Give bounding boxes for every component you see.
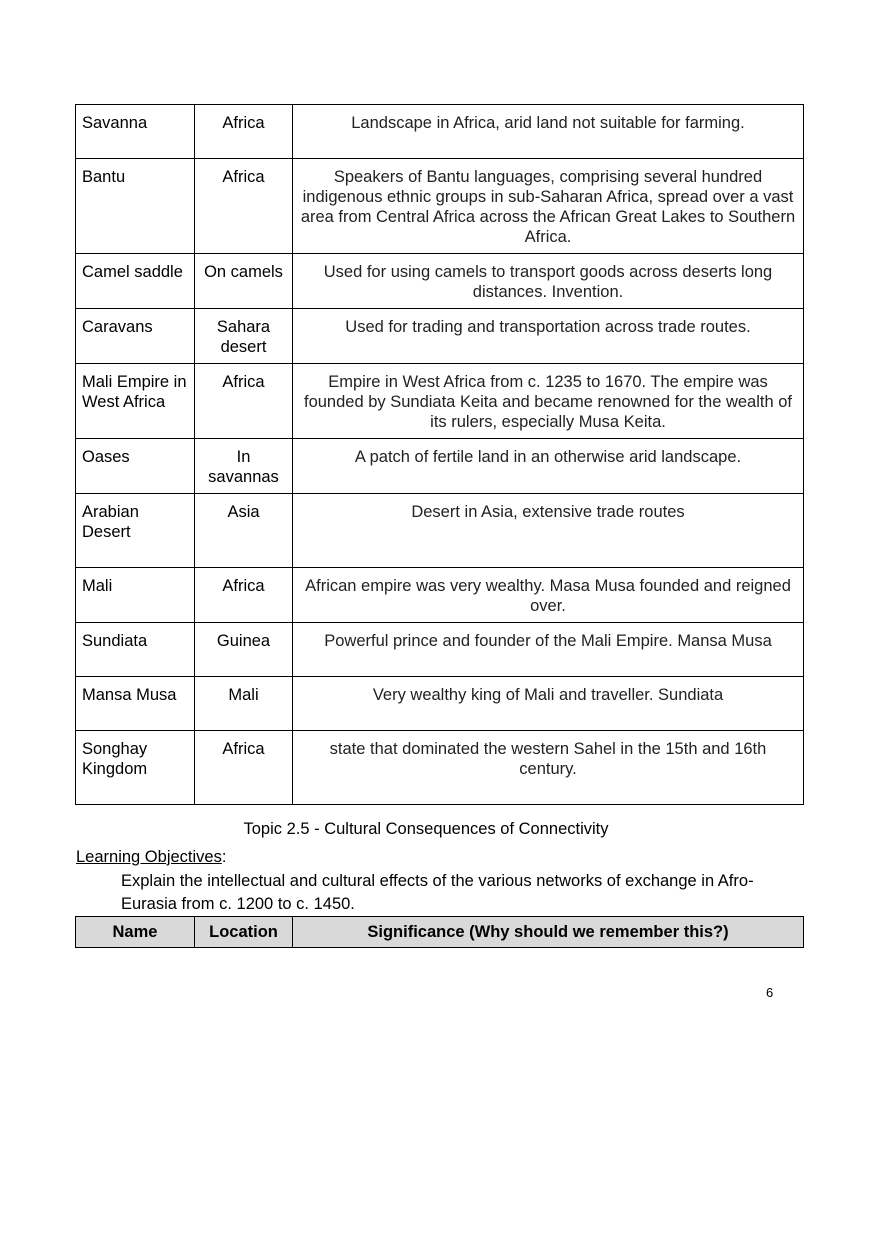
term-name: Mansa Musa (76, 677, 195, 731)
term-significance: Desert in Asia, extensive trade routes (293, 494, 804, 568)
term-location: Africa (195, 364, 293, 439)
table-row (76, 439, 804, 494)
table-row (76, 309, 804, 364)
term-significance: A patch of fertile land in an otherwise arid landscape. (293, 439, 804, 494)
term-name: Camel saddle (76, 254, 195, 309)
term-location: Africa (195, 105, 293, 159)
term-location: On camels (195, 254, 293, 309)
term-significance: Landscape in Africa, arid land not suitable for farming. (293, 105, 804, 159)
table-row (76, 105, 804, 159)
term-name: Arabian Desert (76, 494, 195, 568)
term-significance: state that dominated the western Sahel in the 15th and 16th century. (293, 731, 804, 805)
learning-objectives-colon: : (221, 848, 227, 866)
header-significance: Significance (Why should we remember this?) (293, 917, 804, 948)
topic-title: Topic 2.5 - Cultural Consequences of Connectivity (243, 820, 609, 838)
term-significance: Powerful prince and founder of the Mali Empire. Mansa Musa (293, 623, 804, 677)
table-row (76, 623, 804, 677)
term-location: Guinea (195, 623, 293, 677)
term-significance: Very wealthy king of Mali and traveller. Sundiata (293, 677, 804, 731)
terms-table (75, 104, 804, 805)
page-number: 6 (766, 985, 774, 1000)
term-name: Oases (76, 439, 195, 494)
term-name: Songhay Kingdom (76, 731, 195, 805)
term-name: Sundiata (76, 623, 195, 677)
table-row (76, 364, 804, 439)
term-significance: Used for using camels to transport goods across deserts long distances. Invention. (293, 254, 804, 309)
new-topic-table-header (75, 916, 804, 948)
term-significance: Empire in West Africa from c. 1235 to 1670. The empire was founded by Sundiata Keita and became renowned for the wealth of its rulers, especially Musa Keita. (293, 364, 804, 439)
table-row (76, 731, 804, 805)
term-location: Africa (195, 159, 293, 254)
term-location: Africa (195, 568, 293, 623)
table-row (76, 254, 804, 309)
term-name: Caravans (76, 309, 195, 364)
header-row (76, 917, 804, 948)
term-name: Mali (76, 568, 195, 623)
term-location: Asia (195, 494, 293, 568)
header-name: Name (76, 917, 195, 948)
term-location: In savannas (195, 439, 293, 494)
term-significance: Speakers of Bantu languages, comprising several hundred indigenous ethnic groups in sub-Saharan Africa, spread over a vast area from Central Africa across the African Great Lakes to Southern Africa. (293, 159, 804, 254)
term-name: Mali Empire in West Africa (76, 364, 195, 439)
term-location: Africa (195, 731, 293, 805)
learning-objectives-text: Explain the intellectual and cultural effects of the various networks of exchange in Afro-Eurasia from c. 1200 to c. 1450. (121, 872, 754, 913)
table-row (76, 568, 804, 623)
header-location: Location (195, 917, 293, 948)
term-significance: Used for trading and transportation across trade routes. (293, 309, 804, 364)
term-significance: African empire was very wealthy. Masa Musa founded and reigned over. (293, 568, 804, 623)
term-location: Sahara desert (195, 309, 293, 364)
table-row (76, 159, 804, 254)
term-name: Savanna (76, 105, 195, 159)
learning-objectives-heading (76, 848, 226, 867)
term-location: Mali (195, 677, 293, 731)
learning-objectives-label: Learning Objectives (76, 848, 222, 866)
term-name: Bantu (76, 159, 195, 254)
table-row (76, 494, 804, 568)
table-row (76, 677, 804, 731)
